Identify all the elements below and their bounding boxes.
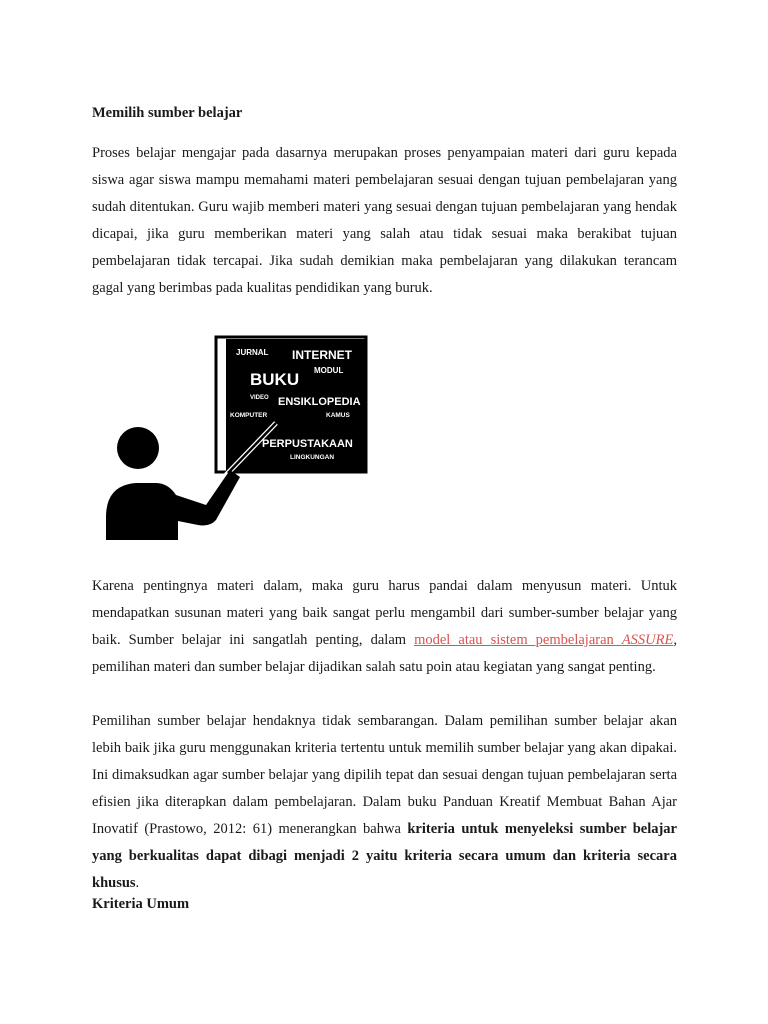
section-heading: Memilih sumber belajar: [92, 105, 243, 121]
board-word-video: VIDEO: [250, 395, 269, 401]
paragraph-selection-text: Pemilihan sumber belajar hendaknya tidak sembarangan. Dalam pemilihan sumber belajar akan lebih baik jika guru menggunakan kriteria tertentu untuk memilih sumber belajar yang akan dipakai. Ini dimaksudkan agar sumber belajar yang dipilih tepat dan sesuai dengan tujuan pembelajaran serta efisien jika diterapkan dalam pembelajaran. Dalam buku Panduan Kreatif Membuat Bahan Ajar Inovatif (Prastowo, 2012: 61) menerangkan bahwa: [92, 713, 677, 837]
assure-link-italic: ASSURE: [621, 632, 674, 648]
teacher-pointing-board-icon: [98, 335, 368, 545]
criteria-emphasis: kriteria untuk menyeleksi sumber belajar yang berkualitas dapat dibagi menjadi 2 yaitu kriteria secara umum dan kriteria secara khusus: [92, 821, 677, 891]
paragraph-intro: Proses belajar mengajar pada dasarnya merupakan proses penyampaian materi dari guru kepada siswa agar siswa mampu memahami materi pembelajaran sesuai dengan tujuan pembelajaran yang sudah ditentukan. Guru wajib memberi materi yang sesuai dengan tujuan pembelajaran yang hendak dicapai, jika guru memberikan materi yang salah atau tidak sesuai maka berakibat tujuan pembelajaran tidak tercapai. Jika sudah demikian maka pembelajaran yang dilakukan terancam gagal yang berimbas pada kualitas pendidikan yang buruk.: [92, 145, 677, 296]
board-word-jurnal: JURNAL: [236, 348, 269, 357]
board-word-ensiklopedia: ENSIKLOPEDIA: [278, 396, 361, 408]
board-word-lingkungan: LINGKUNGAN: [290, 454, 335, 461]
board-word-kamus: KAMUS: [326, 412, 350, 419]
assure-model-link[interactable]: [414, 632, 673, 648]
teacher-body: [106, 470, 240, 540]
board-word-buku: BUKU: [250, 370, 300, 389]
paragraph-importance-text: Karena pentingnya materi dalam, maka guru harus pandai dalam menyusun materi. Untuk mendapatkan susunan materi yang baik sangat perlu mengambil dari sumber-sumber belajar yang baik. Sumber belajar ini sangatlah penting, dalam: [92, 578, 677, 648]
board-word-internet: INTERNET: [292, 348, 352, 362]
board-word-modul: MODUL: [314, 366, 344, 375]
paragraph-importance: [92, 573, 677, 681]
assure-link-text: model atau sistem pembelajaran: [414, 632, 622, 648]
paragraph-selection: [92, 708, 677, 897]
paragraph-selection-end: .: [135, 875, 140, 891]
subsection-heading: Kriteria Umum: [92, 896, 190, 912]
board-word-komputer: KOMPUTER: [230, 412, 268, 419]
paragraph-importance-tail: , pemilihan materi dan sumber belajar dijadikan salah satu poin atau kegiatan yang sangat penting.: [92, 632, 677, 675]
teacher-head: [117, 427, 159, 469]
board-word-perpustakaan: PERPUSTAKAAN: [262, 438, 353, 450]
